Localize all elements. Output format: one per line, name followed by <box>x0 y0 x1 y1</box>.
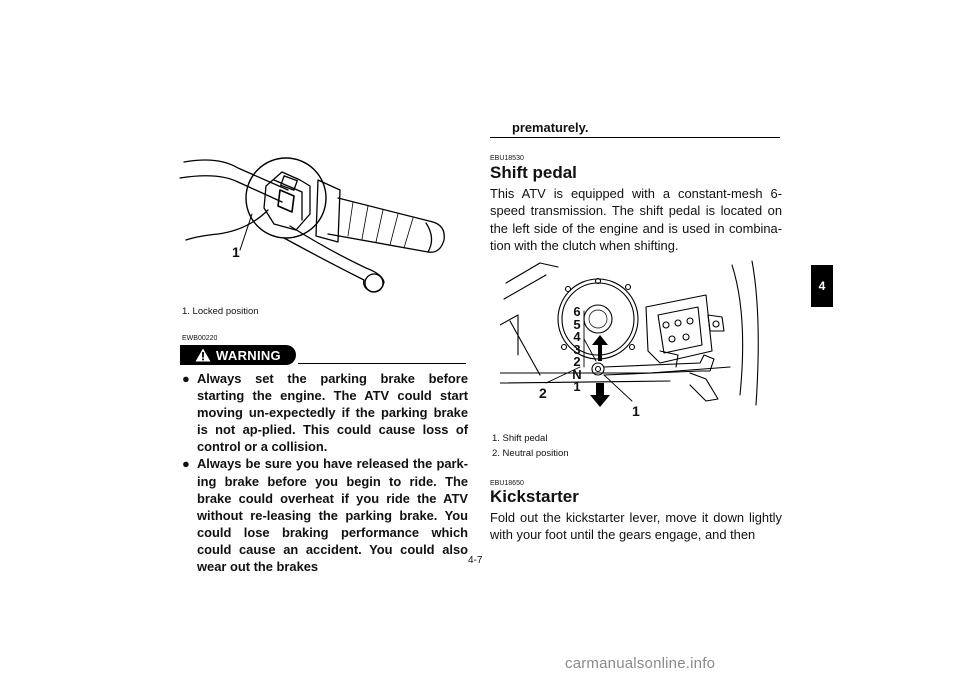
gear-1: 1 <box>573 379 581 394</box>
gear-5: 5 <box>573 316 581 332</box>
gear-neutral: N <box>572 366 582 382</box>
section-code-kickstarter: EBU18650 <box>490 480 524 487</box>
gear-3: 3 <box>573 341 581 357</box>
caption-shift-pedal: 1. Shift pedal <box>492 433 548 444</box>
bullet: ● <box>182 371 190 386</box>
bullet: ● <box>182 456 190 472</box>
heading-kickstarter: Kickstarter <box>490 487 579 506</box>
heading-shift-pedal: Shift pedal <box>490 163 577 182</box>
figure-callout-1-right: 1 <box>632 403 640 419</box>
parking-brake-illustration <box>178 150 470 300</box>
watermark: carmanualsonline.info <box>565 655 716 672</box>
continued-text: prematurely. <box>512 120 589 135</box>
warning-badge <box>180 345 296 365</box>
top-rule <box>490 137 780 138</box>
figure-callout-2: 2 <box>539 385 547 401</box>
warning-code: EWB00220 <box>182 335 218 342</box>
caption-neutral-position: 2. Neutral position <box>492 448 569 459</box>
figure-caption-locked-position: 1. Locked position <box>182 306 259 317</box>
warning-item <box>182 455 468 575</box>
gear-6: 6 <box>573 304 581 319</box>
warning-text: Always set the parking brake before starting the engine. The ATV could start moving un-expectedly if the parking brake is not ap-plied. This could cause loss of control or a collision. <box>197 371 468 455</box>
warning-triangle-icon <box>195 348 211 362</box>
gear-2: 2 <box>573 354 581 369</box>
warning-label: WARNING <box>216 347 281 363</box>
warning-text: Always be sure you have released the park-ing brake before you begin to ride. The brake could overheat if you ride the ATV without re-leasing the parking brake. You could lose braking performance which could cause an accident. You could also wear out the brakes <box>197 456 468 575</box>
figure-callout-1: 1 <box>232 244 240 260</box>
page-number: 4-7 <box>468 555 483 566</box>
warning-rule <box>298 363 466 364</box>
warning-list <box>182 370 468 575</box>
gear-scale <box>570 306 584 394</box>
paragraph-shift-pedal: This ATV is equipped with a constant-mesh 6-speed transmission. The shift pedal is located on the left side of the engine and is used in combina-tion with the clutch when shifting. <box>490 186 782 253</box>
warning-item <box>182 370 468 455</box>
gear-4: 4 <box>573 329 581 344</box>
paragraph-kickstarter: Fold out the kickstarter lever, move it down lightly with your foot until the gears engage, and then <box>490 510 782 543</box>
chapter-tab[interactable]: 4 <box>811 265 833 307</box>
section-code-shift-pedal: EBU18530 <box>490 155 524 162</box>
